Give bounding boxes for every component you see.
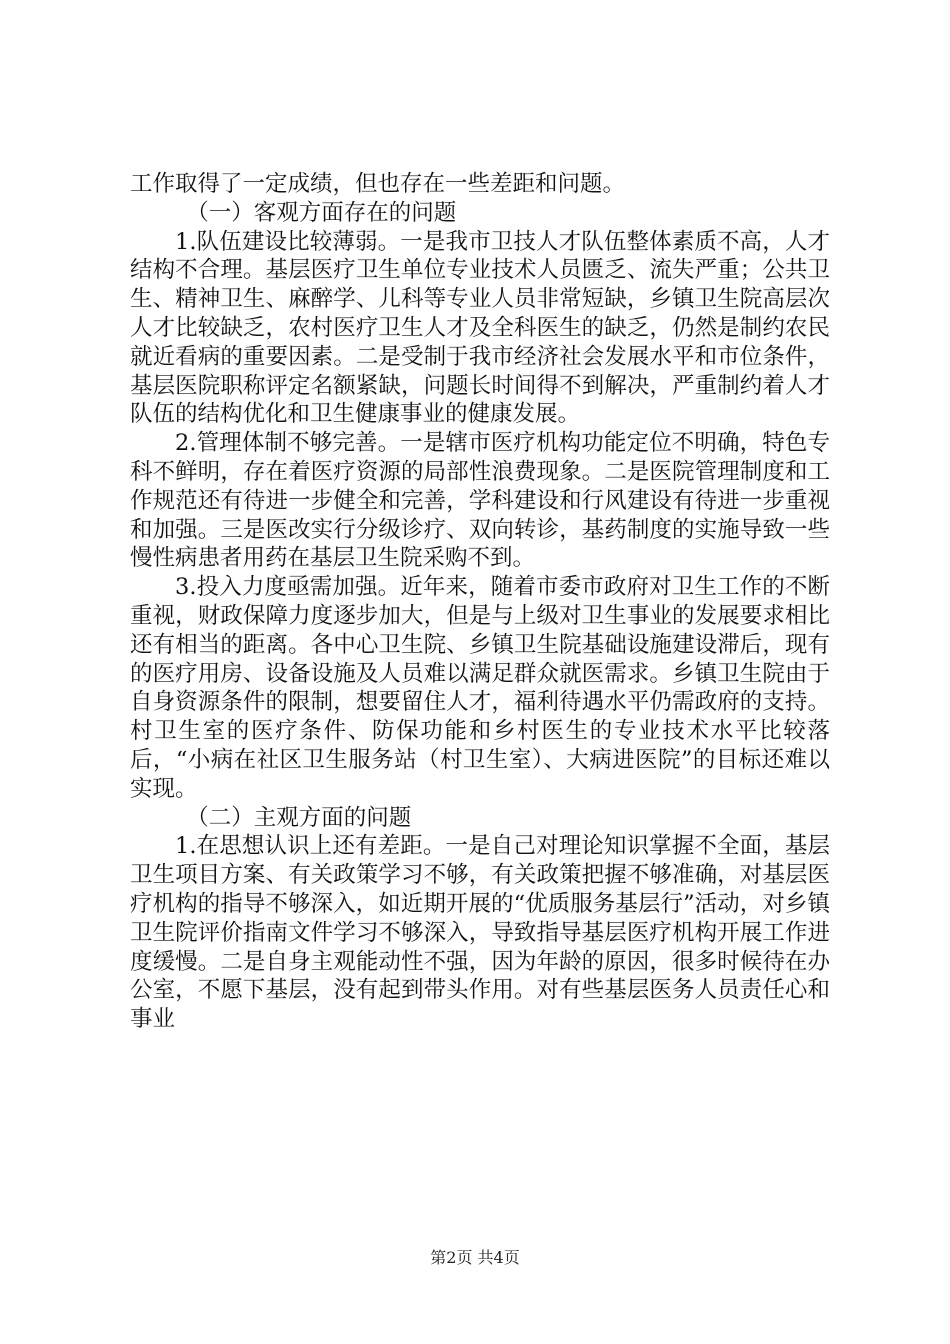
section-heading-subjective: （二）主观方面的问题 [186, 804, 412, 831]
section-heading-objective: （一）客观方面存在的问题 [186, 199, 457, 226]
document-body [130, 170, 830, 1034]
page-footer: 第2页 共4页 [430, 1248, 520, 1267]
paragraph-awareness: 1.在思想认识上还有差距。一是自己对理论知识掌握不全面，基层卫生项目方案、有关政策学习不够，有关政策把握不够准确，对基层医疗机构的指导不够深入，如近期开展的“优质服务基层行”活动，对乡镇卫生院评价指南文件学习不够深入，导致指导基层医疗机构开展工作进度缓慢。二是自身主观能动性不强，因为年龄的原因，很多时候待在办公室，不愿下基层，没有起到带头作用。对有些基层医务人员责任心和事业 [130, 833, 830, 1033]
paragraph-team-building: 1.队伍建设比较薄弱。一是我市卫技人才队伍整体素质不高，人才结构不合理。基层医疗卫生单位专业技术人员匮乏、流失严重；公共卫生、精神卫生、麻醉学、儿科等专业人员非常短缺，乡镇卫生院高层次人才比较缺乏，农村医疗卫生人才及全科医生的缺乏，仍然是制约农民就近看病的重要因素。二是受制于我市经济社会发展水平和市位条件，基层医院职称评定名额紧缺，问题长时间得不到解决，严重制约着人才队伍的结构优化和卫生健康事业的健康发展。 [130, 228, 830, 428]
paragraph-management-system: 2.管理体制不够完善。一是辖市医疗机构功能定位不明确，特色专科不鲜明，存在着医疗资源的局部性浪费现象。二是医院管理制度和工作规范还有待进一步健全和完善，学科建设和行风建设有待进一步重视和加强。三是医改实行分级诊疗、双向转诊，基药制度的实施导致一些慢性病患者用药在基层卫生院采购不到。 [130, 430, 830, 572]
paragraph-continued: 工作取得了一定成绩，但也存在一些差距和问题。 [130, 171, 626, 197]
paragraph-investment: 3.投入力度亟需加强。近年来，随着市委市政府对卫生工作的不断重视，财政保障力度逐步加大，但是与上级对卫生事业的发展要求相比还有相当的距离。各中心卫生院、乡镇卫生院基础设施建设滞后，现有的医疗用房、设备设施及人员难以满足群众就医需求。乡镇卫生院由于自身资源条件的限制，想要留住人才，福利待遇水平仍需政府的支持。村卫生室的医疗条件、防保功能和乡村医生的专业技术水平比较落后，“小病在社区卫生服务站（村卫生室）、大病进医院”的目标还难以实现。 [130, 574, 830, 802]
